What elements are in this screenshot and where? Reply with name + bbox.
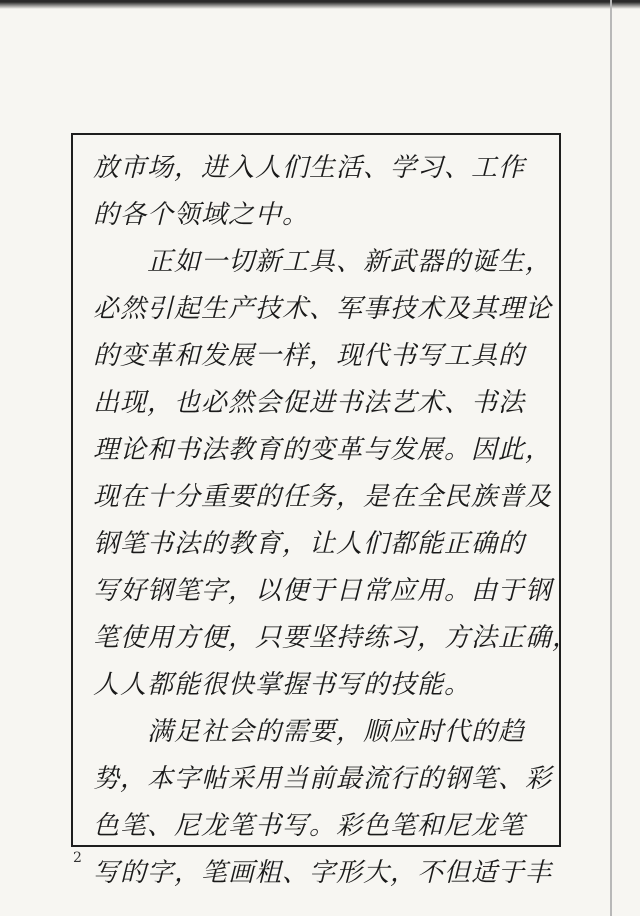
text-line: 钢笔书法的教育，让人们都能正确的 xyxy=(93,529,526,559)
text-frame xyxy=(71,133,580,888)
text-line: 现在十分重要的任务，是在全民族普及 xyxy=(93,482,553,512)
text-line: 理论和书法教育的变革与发展。因此， xyxy=(93,435,553,465)
text-line: 放市场，进入人们生活、学习、工作 xyxy=(93,153,526,183)
text-line: 满足社会的需要，顺应时代的趋 xyxy=(93,717,526,747)
text-line: 写好钢笔字，以便于日常应用。由于钢 xyxy=(93,576,553,606)
text-line: 的变革和发展一样，现代书写工具的 xyxy=(93,341,526,371)
text-line: 的各个领域之中。 xyxy=(93,200,310,230)
text-line: 笔使用方便，只要坚持练习，方法正确， xyxy=(93,623,580,653)
scan-top-edge xyxy=(0,0,640,10)
body-text xyxy=(93,145,580,897)
scan-right-edge xyxy=(610,0,612,916)
text-line: 出现，也必然会促进书法艺术、书法 xyxy=(93,388,526,418)
text-line: 色笔、尼龙笔书写。彩色笔和尼龙笔 xyxy=(93,811,526,841)
text-line: 写的字，笔画粗、字形大，不但适于丰 xyxy=(93,858,553,888)
text-line: 势，本字帖采用当前最流行的钢笔、彩 xyxy=(93,764,553,794)
text-line: 人人都能很快掌握书写的技能。 xyxy=(93,670,472,700)
page-number: 2 xyxy=(73,850,82,866)
text-line: 正如一切新工具、新武器的诞生， xyxy=(93,247,553,277)
text-line: 必然引起生产技术、军事技术及其理论 xyxy=(93,294,553,324)
